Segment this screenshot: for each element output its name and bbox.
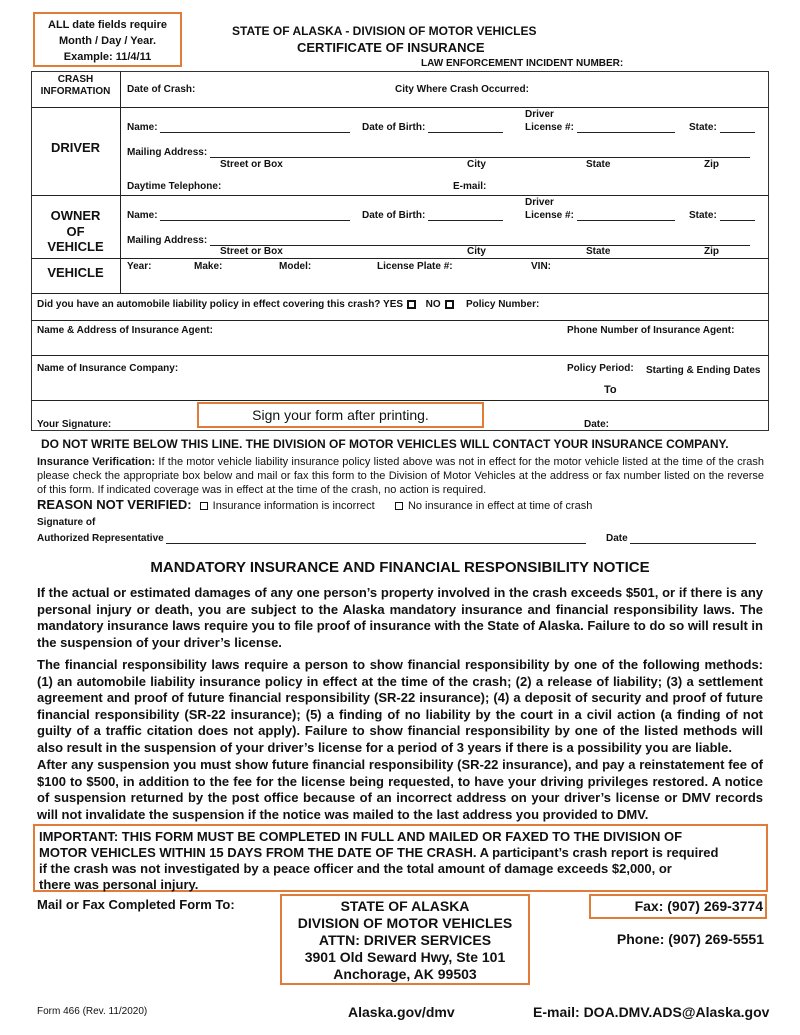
vehicle-vin-label[interactable]: VIN: [531,261,551,272]
date-of-crash-label: Date of Crash: [127,84,196,95]
agent-phone-label[interactable]: Phone Number of Insurance Agent: [567,325,735,336]
driver-dob-label: Date of Birth: [362,122,426,133]
mailing-address-box [280,894,530,985]
policy-question: Did you have an automobile liability policy in effect covering this crash? [37,299,381,310]
important-line-3: if the crash was not investigated by a peace officer and the total amount of damage exceeds $2,000, or [39,861,672,876]
insurance-verification-text [37,455,764,497]
rep-signature-field[interactable] [166,532,586,544]
owner-mailing-label: Mailing Address: [127,235,208,246]
form-title: CERTIFICATE OF INSURANCE [297,40,485,55]
note-line-3: Example: 11/4/11 [63,51,152,63]
section-crash-information: CRASH INFORMATION [40,74,111,97]
signature-label: Your Signature: [37,419,112,430]
rep-signature-label-1: Signature of [37,517,96,528]
driver-license-label: License #: [525,122,574,133]
important-line-1: IMPORTANT: THIS FORM MUST BE COMPLETED IN FULL AND MAILED OR FAXED TO THE DIVISION OF [39,829,683,844]
notice-paragraph-2: The financial responsibility laws require a person to show financial responsibility by one of the following methods: (1) an automobile liability insurance policy in effect at the time of the crash; (2) a release of liability; (3) a settlement agreement and proof of future financial responsibility (SR-22 insurance); (4) a deposit of security and proof of future financial responsibility (SR-22 insurance); (5) a finding of no liability by the court in a civil action (a finding of not guilty of a traffic citation does not apply). Failure to show financial responsibility by one of the listed methods will also result in the suspension of your driver’s license for a period of 3 years if there is a possibility you are liable. [37,657,763,755]
incident-number-label: LAW ENFORCEMENT INCIDENT NUMBER: [421,58,624,69]
important-line-2: MOTOR VEHICLES WITHIN 15 DAYS FROM THE DATE OF THE CRASH. A participant’s crash report is required [39,845,719,860]
sign-after-printing-note: Sign your form after printing. [197,402,484,428]
driver-state-label: State: [689,122,717,133]
signature-date-label: Date: [584,419,610,430]
email-address[interactable]: E-mail: DOA.DMV.ADS@Alaska.gov [533,1004,770,1020]
notice-paragraph-3: After any suspension you must show future financial responsibility (SR-22 insurance), and pay a reinstatement fee of $100 to $500, in addition to the fee for the license being requested, to have your driving privileges restored. A notice of suspension returned by the post office because of an incorrect address on your driver’s license or DMV records will not invalidate the suspension if the notice was mailed to the last address you provided to DMV. [37,757,763,822]
insurance-company-label[interactable]: Name of Insurance Company: [37,363,179,374]
vehicle-make-label[interactable]: Make: [194,261,223,272]
driver-name-label: Name: [127,122,158,133]
no-checkbox[interactable] [445,300,454,309]
section-vehicle: VEHICLE [47,265,104,280]
vehicle-model-label[interactable]: Model: [279,261,312,272]
notice-paragraph-1: If the actual or estimated damages of any one person’s property involved in the crash exceeds $501, or if there is any personal injury or death, you are subject to the Alaska mandatory insurance and financial responsibility laws. The mandatory insurance laws require you to file proof of insurance with the State of Alaska. Failure to do so will result in the suspension of your driver’s license. [37,585,763,650]
note-line-1: ALL date fields require [48,19,167,31]
owner-name-label: Name: [127,210,158,221]
address-line-1: STATE OF ALASKA [340,898,470,914]
owner-name-field[interactable] [160,209,350,221]
driver-state-sublabel: State [586,159,611,170]
driver-email-label[interactable]: E-mail: [453,181,487,192]
section-driver: DRIVER [50,140,101,155]
driver-street-sublabel: Street or Box [220,159,283,170]
owner-license-top: Driver [525,197,554,208]
owner-mailing-field[interactable] [210,234,750,246]
date-format-note [33,12,182,67]
notice-heading: MANDATORY INSURANCE AND FINANCIAL RESPONSIBILITY NOTICE [150,559,650,576]
rep-signature-label-2: Authorized Representative [37,533,164,544]
section-owner-of-vehicle [31,208,120,255]
driver-dob-field[interactable] [428,121,503,133]
driver-mailing-label: Mailing Address: [127,147,208,158]
no-insurance-label: No insurance in effect at time of crash [407,500,593,512]
address-line-4: 3901 Old Seward Hwy, Ste 101 [304,949,506,965]
address-line-2: DIVISION OF MOTOR VEHICLES [297,915,513,931]
owner-label-1: OWNER [50,208,101,223]
owner-street-sublabel: Street or Box [220,246,283,257]
owner-state-label: State: [689,210,717,221]
policy-period-label[interactable]: Policy Period: [567,363,634,374]
driver-zip-sublabel: Zip [704,159,719,170]
fax-number: Fax: (907) 269-3774 [589,894,767,919]
owner-license-field[interactable] [577,209,675,221]
do-not-write-warning: DO NOT WRITE BELOW THIS LINE. THE DIVISION OF MOTOR VEHICLES WILL CONTACT YOUR INSURANCE COMPANY. [41,437,729,451]
yes-checkbox[interactable] [407,300,416,309]
vehicle-year-label[interactable]: Year: [127,261,152,272]
owner-zip-sublabel: Zip [704,246,719,257]
driver-license-field[interactable] [577,121,675,133]
policy-period-hint: Starting & Ending Dates [646,365,761,376]
driver-license-top: Driver [525,109,554,120]
owner-license-label: License #: [525,210,574,221]
owner-state-field[interactable] [720,209,755,221]
note-line-2: Month / Day / Year. [59,35,156,47]
verification-body: If the motor vehicle liability insurance policy listed above was not in effect for the motor vehicle listed at the time of the crash please check the appropriate box below and mail or fax this form to the Division of Motor Vehicles at the address or fax number listed on the reverse of this form. If indicated coverage was in effect at the time of the crash, no action is required. [37,456,765,496]
crash-city-label: City Where Crash Occurred: [395,84,529,95]
policy-number-label[interactable]: Policy Number: [465,299,540,310]
agency-title: STATE OF ALASKA - DIVISION OF MOTOR VEHICLES [232,24,537,38]
driver-state-field[interactable] [720,121,755,133]
owner-dob-field[interactable] [428,209,503,221]
incorrect-info-checkbox[interactable] [200,502,208,510]
reason-not-verified-label: REASON NOT VERIFIED: [37,497,192,512]
driver-phone-label[interactable]: Daytime Telephone: [127,181,222,192]
form-number: Form 466 (Rev. 11/2020) [37,1006,148,1017]
driver-mailing-field[interactable] [210,146,750,158]
address-line-5: Anchorage, AK 99503 [333,966,477,982]
rep-date-label: Date [606,533,628,544]
important-box [33,824,768,892]
insurance-agent-label[interactable]: Name & Address of Insurance Agent: [37,325,213,336]
owner-label-2: OF [66,223,85,239]
owner-city-sublabel: City [467,246,486,257]
mail-fax-label: Mail or Fax Completed Form To: [37,897,235,912]
verification-label: Insurance Verification: [37,456,156,468]
phone-number: Phone: (907) 269-5551 [616,931,764,947]
policy-period-to: To [604,384,617,396]
yes-label: YES [383,299,404,310]
address-line-3: ATTN: DRIVER SERVICES [318,932,492,948]
incorrect-info-label: Insurance information is incorrect [212,500,375,512]
no-label: NO [425,299,441,310]
owner-dob-label: Date of Birth: [362,210,426,221]
no-insurance-checkbox[interactable] [395,502,403,510]
website-link[interactable]: Alaska.gov/dmv [348,1004,455,1020]
owner-label-3: VEHICLE [47,239,104,254]
rep-date-field[interactable] [630,532,756,544]
driver-city-sublabel: City [467,159,486,170]
driver-name-field[interactable] [160,121,350,133]
vehicle-plate-label[interactable]: License Plate #: [377,261,453,272]
important-line-4: there was personal injury. [39,877,199,892]
owner-state-sublabel: State [586,246,611,257]
